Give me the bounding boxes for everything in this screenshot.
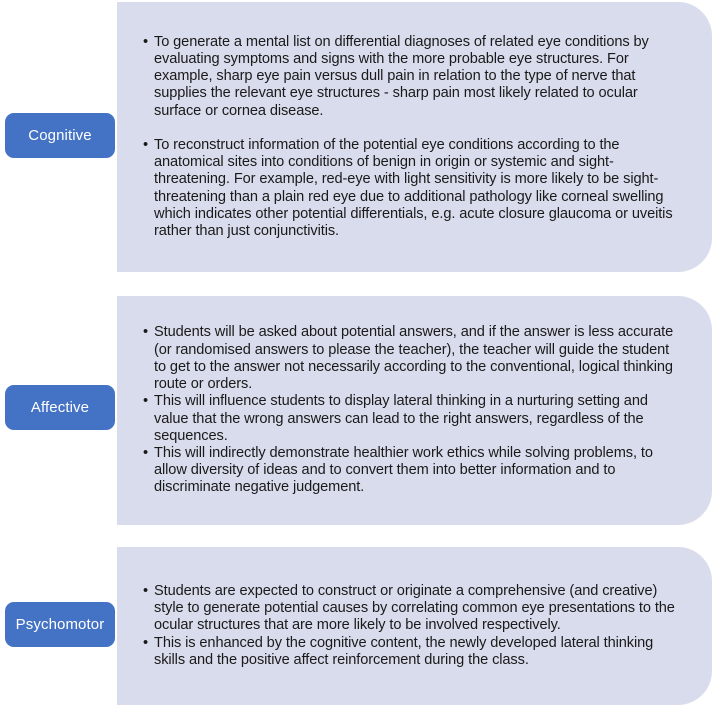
- content-panel-inner: [143, 296, 682, 525]
- content-panel-inner: [143, 547, 682, 705]
- bullet-list-affective: [143, 324, 682, 496]
- domain-label-text: Psychomotor: [15, 616, 105, 633]
- domain-label-text: Cognitive: [28, 127, 92, 144]
- list-item: • This will influence students to display lateral thinking in a nurturing setting and value that the wrong answers can lead to the right answers, regardless of the sequences.: [143, 393, 682, 445]
- domain-label-affective: [5, 385, 115, 430]
- domain-label-text: Affective: [30, 399, 90, 416]
- domain-label-psychomotor: [5, 602, 115, 647]
- list-item: • Students are expected to construct or originate a comprehensive (and creative) style to generate potential causes by correlating common eye presentations to the ocular structures that are more likely to be involved respectively.: [143, 583, 682, 635]
- bullet-list-cognitive: [143, 34, 682, 240]
- bullet-list-psychomotor: [143, 583, 682, 669]
- content-panel-affective: [117, 296, 712, 525]
- content-panel-inner: [143, 2, 682, 272]
- content-panel-cognitive: [117, 2, 712, 272]
- domain-label-cognitive: [5, 113, 115, 158]
- list-item: • This is enhanced by the cognitive content, the newly developed lateral thinking skills and the positive affect reinforcement during the class.: [143, 635, 682, 669]
- list-item: • To reconstruct information of the potential eye conditions according to the anatomical sites into conditions of benign in origin or systemic and sight-threatening. For example, red-eye with light sensitivity is more likely to be sight-threatening than a plain red eye due to additional pathology like corneal swelling which indicates other potential differentials, e.g. acute closure glaucoma or uveitis rather than just conjunctivitis.: [143, 137, 682, 240]
- list-item: • To generate a mental list on differential diagnoses of related eye conditions by evaluating symptoms and signs with the more probable eye structures. For example, sharp eye pain versus dull pain in relation to the type of nerve that supplies the relevant eye structures - sharp pain most likely related to ocular surface or cornea disease.: [143, 34, 682, 120]
- list-item: • Students will be asked about potential answers, and if the answer is less accurate (or randomised answers to please the teacher), the teacher will guide the student to get to the answer not necessarily according to the conventional, logical thinking route or orders.: [143, 324, 682, 393]
- list-item: • This will indirectly demonstrate healthier work ethics while solving problems, to allow diversity of ideas and to convert them into better information and to discriminate negative judgement.: [143, 445, 682, 497]
- content-panel-psychomotor: [117, 547, 712, 705]
